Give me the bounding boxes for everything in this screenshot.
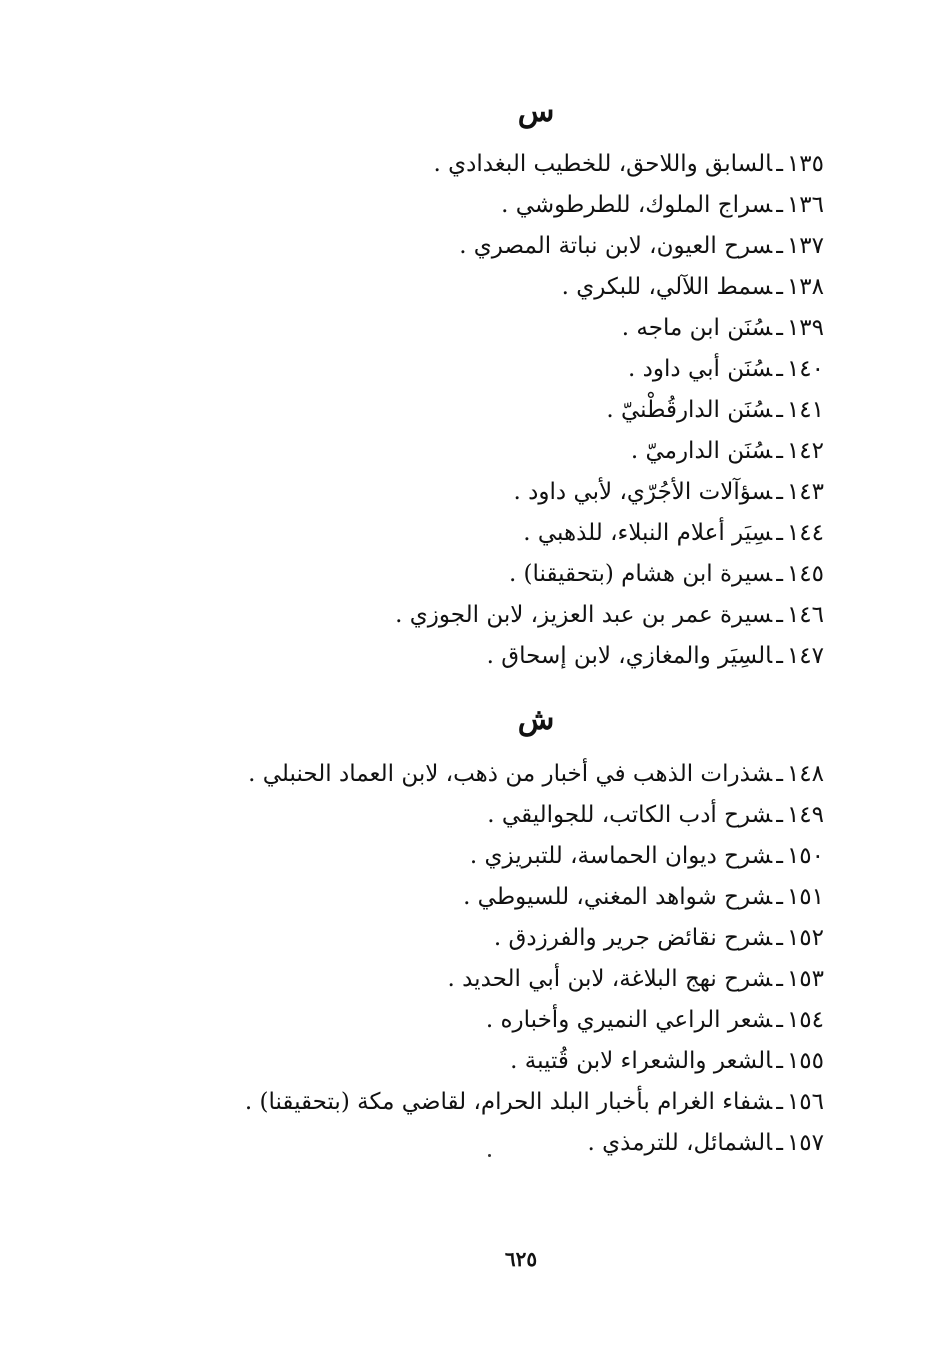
entry-number: ١٤٠ <box>786 356 824 382</box>
entry-number: ١٥٤ <box>786 1007 824 1033</box>
entry-number: ١٤٧ <box>786 643 824 669</box>
entry-separator: ـ <box>776 397 783 423</box>
entry-separator: ـ <box>776 438 783 464</box>
bibliography-entry <box>104 1123 824 1164</box>
bibliography-entry <box>104 877 824 918</box>
entry-number: ١٤٨ <box>786 761 824 787</box>
entry-separator: ـ <box>776 356 783 382</box>
entry-number: ١٣٥ <box>786 151 824 177</box>
bibliography-entry <box>104 390 824 431</box>
entry-number: ١٥٠ <box>786 843 824 869</box>
entry-separator: ـ <box>776 1048 783 1074</box>
entry-separator: ـ <box>776 843 783 869</box>
bibliography-entry <box>104 795 824 836</box>
entry-title: شرح أدب الكاتب، للجواليقي . <box>487 802 773 828</box>
entry-title: شرح نقائض جرير والفرزدق . <box>493 925 773 951</box>
entry-separator: ـ <box>776 966 783 992</box>
entry-number: ١٥٦ <box>786 1089 824 1115</box>
bibliography-entry <box>104 431 824 472</box>
entry-number: ١٣٨ <box>786 274 824 300</box>
entry-separator: ـ <box>776 761 783 787</box>
entry-title: سمط اللآلي، للبكري . <box>561 274 773 300</box>
entry-title: السابق واللاحق، للخطيب البغدادي . <box>433 151 773 177</box>
entry-title: الشمائل، للترمذي . <box>587 1130 773 1156</box>
section-heading-sin: س <box>517 94 555 129</box>
bibliography-entry <box>104 513 824 554</box>
entry-separator: ـ <box>776 192 783 218</box>
entry-number: ١٥٥ <box>786 1048 824 1074</box>
bibliography-entry <box>104 1041 824 1082</box>
entry-title: شرح شواهد المغني، للسيوطي . <box>463 884 773 910</box>
bibliography-entry <box>104 754 824 795</box>
entry-title: الشعر والشعراء لابن قُتيبة . <box>510 1048 773 1074</box>
print-speck <box>488 1154 491 1157</box>
entry-number: ١٤٢ <box>786 438 824 464</box>
entry-separator: ـ <box>776 643 783 669</box>
bibliography-entry <box>104 308 824 349</box>
entry-title: السِيَر والمغازي، لابن إسحاق . <box>486 643 773 669</box>
entry-number: ١٤٣ <box>786 479 824 505</box>
entry-number: ١٣٧ <box>786 233 824 259</box>
entry-separator: ـ <box>776 151 783 177</box>
entry-number: ١٤٩ <box>786 802 824 828</box>
entry-title: شرح نهج البلاغة، لابن أبي الحديد . <box>447 966 773 992</box>
entry-title: سُنَن الدارميّ . <box>630 438 773 464</box>
entry-list-shin <box>104 754 824 1164</box>
bibliography-entry <box>104 472 824 513</box>
entry-separator: ـ <box>776 315 783 341</box>
entry-title: شفاء الغرام بأخبار البلد الحرام، لقاضي مكة (بتحقيقنا) . <box>244 1089 773 1115</box>
page-number: ٦٢٥ <box>504 1247 538 1271</box>
entry-number: ١٥١ <box>786 884 824 910</box>
bibliography-entry <box>104 267 824 308</box>
entry-title: شعر الراعي النميري وأخباره . <box>485 1007 773 1033</box>
entry-title: شذرات الذهب في أخبار من ذهب، لابن العماد الحنبلي . <box>248 761 773 787</box>
entry-number: ١٥٣ <box>786 966 824 992</box>
entry-separator: ـ <box>776 884 783 910</box>
entry-separator: ـ <box>776 479 783 505</box>
entry-separator: ـ <box>776 602 783 628</box>
entry-number: ١٣٦ <box>786 192 824 218</box>
entry-title: سراج الملوك، للطرطوشي . <box>501 192 773 218</box>
entry-separator: ـ <box>776 1130 783 1156</box>
entry-title: سرح العيون، لابن نباتة المصري . <box>459 233 773 259</box>
entry-title: سُنَن الدارقُطْنيّ . <box>606 397 773 423</box>
entry-number: ١٤١ <box>786 397 824 423</box>
entry-number: ١٤٥ <box>786 561 824 587</box>
entry-number: ١٤٦ <box>786 602 824 628</box>
entry-separator: ـ <box>776 520 783 546</box>
bibliography-entry <box>104 144 824 185</box>
entry-list-sin <box>104 144 824 677</box>
entry-separator: ـ <box>776 1007 783 1033</box>
entry-title: سِيَر أعلام النبلاء، للذهبي . <box>523 520 773 546</box>
bibliography-entry <box>104 185 824 226</box>
entry-separator: ـ <box>776 274 783 300</box>
section-heading-shin: ش <box>517 702 555 737</box>
entry-separator: ـ <box>776 802 783 828</box>
bibliography-entry <box>104 836 824 877</box>
entry-title: سيرة ابن هشام (بتحقيقنا) . <box>508 561 773 587</box>
entry-separator: ـ <box>776 233 783 259</box>
bibliography-entry <box>104 918 824 959</box>
entry-number: ١٥٧ <box>786 1130 824 1156</box>
bibliography-entry <box>104 226 824 267</box>
entry-number: ١٤٤ <box>786 520 824 546</box>
entry-separator: ـ <box>776 561 783 587</box>
entry-number: ١٥٢ <box>786 925 824 951</box>
entry-separator: ـ <box>776 925 783 951</box>
entry-number: ١٣٩ <box>786 315 824 341</box>
bibliography-entry <box>104 636 824 677</box>
entry-title: سيرة عمر بن عبد العزيز، لابن الجوزي . <box>395 602 773 628</box>
bibliography-entry <box>104 595 824 636</box>
entry-title: سُنَن أبي داود . <box>628 356 773 382</box>
bibliography-entry <box>104 1000 824 1041</box>
entry-title: سؤآلات الأجُرّي، لأبي داود . <box>513 479 773 505</box>
bibliography-entry <box>104 554 824 595</box>
entry-title: سُنَن ابن ماجه . <box>621 315 773 341</box>
bibliography-entry <box>104 349 824 390</box>
bibliography-entry <box>104 1082 824 1123</box>
entry-title: شرح ديوان الحماسة، للتبريزي . <box>469 843 773 869</box>
entry-separator: ـ <box>776 1089 783 1115</box>
bibliography-entry <box>104 959 824 1000</box>
